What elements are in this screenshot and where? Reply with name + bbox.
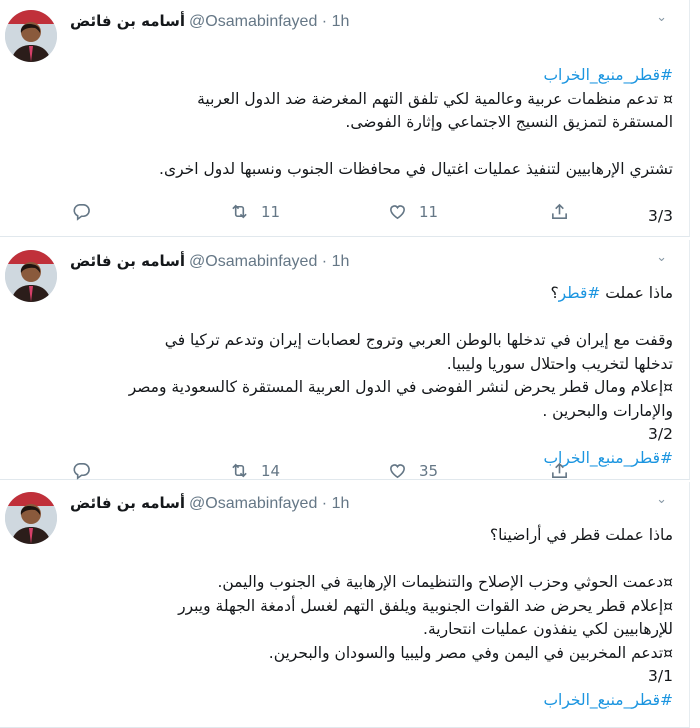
tweet-line [70, 548, 673, 572]
share-icon [550, 202, 569, 221]
share-button[interactable] [550, 461, 569, 480]
tweet-line [70, 306, 673, 330]
tweet-header [70, 12, 349, 31]
reply-icon [72, 202, 91, 221]
avatar[interactable] [5, 492, 57, 544]
chevron-down-icon[interactable]: ⌄ [656, 250, 667, 265]
tweet[interactable] [0, 0, 690, 237]
author-handle-time[interactable]: @Osamabinfayed · 1h [189, 253, 350, 270]
like-button[interactable] [388, 202, 438, 221]
like-button[interactable] [388, 461, 438, 480]
text-segment: ¤إعلام قطر يحرض ضد القوات الجنوبية ويلفق التهم لغسل أدمغة الجهلة ويبرر [178, 596, 673, 615]
tweet-line [70, 329, 673, 353]
tweet-line [70, 353, 673, 377]
tweet-line [70, 135, 673, 159]
text-segment: تدخلها لتخريب واحتلال سوريا وليبيا. [446, 354, 673, 373]
tweet-line [70, 111, 673, 135]
tweet-line [70, 88, 673, 112]
tweet-line [70, 665, 673, 689]
text-segment: ¤تدعم المخربين في اليمن وفي مصر وليبيا والسودان والبحرين. [268, 643, 673, 662]
heart-icon [388, 461, 407, 480]
share-icon [550, 461, 569, 480]
tweet-line [70, 618, 673, 642]
heart-icon [388, 202, 407, 221]
tweet-actions [70, 202, 590, 226]
tweet-line [70, 524, 673, 548]
tweet-line [70, 595, 673, 619]
hashtag-link[interactable]: #قطر_منبع_الخراب [543, 690, 673, 709]
author-name[interactable]: أسامه بن فائض [70, 494, 186, 512]
chevron-down-icon[interactable]: ⌄ [656, 10, 667, 25]
hashtag-link[interactable]: #قطر_منبع_الخراب [543, 448, 673, 467]
author-name[interactable]: أسامه بن فائض [70, 252, 186, 270]
text-segment: والإمارات والبحرين . [542, 401, 673, 420]
retweet-button[interactable] [230, 202, 280, 221]
tweet-text [70, 282, 673, 470]
retweet-count: 11 [261, 202, 281, 221]
tweet[interactable] [0, 482, 690, 728]
tweet-line [70, 158, 673, 182]
text-segment: 3/2 [648, 425, 673, 443]
like-count: 35 [419, 461, 439, 480]
tweet-line [70, 400, 673, 424]
tweet-line [70, 571, 673, 595]
text-segment: 3/1 [648, 667, 673, 685]
tweet-line [70, 642, 673, 666]
author-handle-time[interactable]: @Osamabinfayed · 1h [189, 13, 350, 30]
chevron-down-icon[interactable]: ⌄ [656, 492, 667, 507]
retweet-icon [230, 202, 249, 221]
text-segment: ¤دعمت الحوثي وحزب الإصلاح والتنظيمات الإرهابية في الجنوب واليمن. [217, 573, 673, 591]
text-segment: 3/3 [648, 207, 673, 225]
reply-icon [72, 461, 91, 480]
retweet-count: 14 [261, 461, 281, 480]
text-segment: المستقرة لتمزيق النسيج الاجتماعي وإثارة الفوضى. [345, 113, 673, 131]
text-segment: ¤إعلام ومال قطر يحرض لنشر الفوضى في الدول العربية المستقرة كالسعودية ومصر [128, 378, 673, 396]
like-count: 11 [419, 202, 439, 221]
tweet[interactable] [0, 240, 690, 480]
text-segment: ¤ تدعم منظمات عربية وعالمية لكي تلفق التهم المغرضة ضد الدول العربية [197, 89, 673, 108]
tweet-text [70, 524, 673, 712]
tweet-line [70, 376, 673, 400]
author-name[interactable]: أسامه بن فائض [70, 12, 186, 30]
avatar[interactable] [5, 10, 57, 62]
retweet-button[interactable] [230, 461, 280, 480]
author-handle-time[interactable]: @Osamabinfayed · 1h [189, 495, 350, 512]
hashtag-link[interactable]: #قطر [558, 284, 601, 302]
retweet-icon [230, 461, 249, 480]
tweet-line [70, 282, 673, 306]
share-button[interactable] [550, 202, 569, 221]
text-segment: ماذا عملت [600, 284, 673, 302]
avatar[interactable] [5, 250, 57, 302]
reply-button[interactable] [72, 202, 91, 221]
text-segment: للإرهابيين لكي ينفذون عمليات انتحارية. [423, 620, 673, 638]
tweet-line [70, 64, 673, 88]
text-segment: ماذا عملت قطر في أراضينا؟ [489, 526, 673, 544]
text-segment: وقفت مع إيران في تدخلها بالوطن العربي وتروج لعصابات إيران وتدعم تركيا في [164, 331, 673, 349]
reply-button[interactable] [72, 461, 91, 480]
hashtag-link[interactable]: #قطر_منبع_الخراب [543, 66, 673, 84]
tweet-line [70, 423, 673, 447]
tweet-header [70, 494, 349, 513]
text-segment: تشتري الإرهابيين لتنفيذ عمليات اغتيال في محافظات الجنوب ونسبها لدول اخرى. [159, 160, 673, 178]
tweet-line [70, 689, 673, 713]
text-segment: ؟ [550, 284, 559, 302]
tweet-header [70, 252, 349, 271]
